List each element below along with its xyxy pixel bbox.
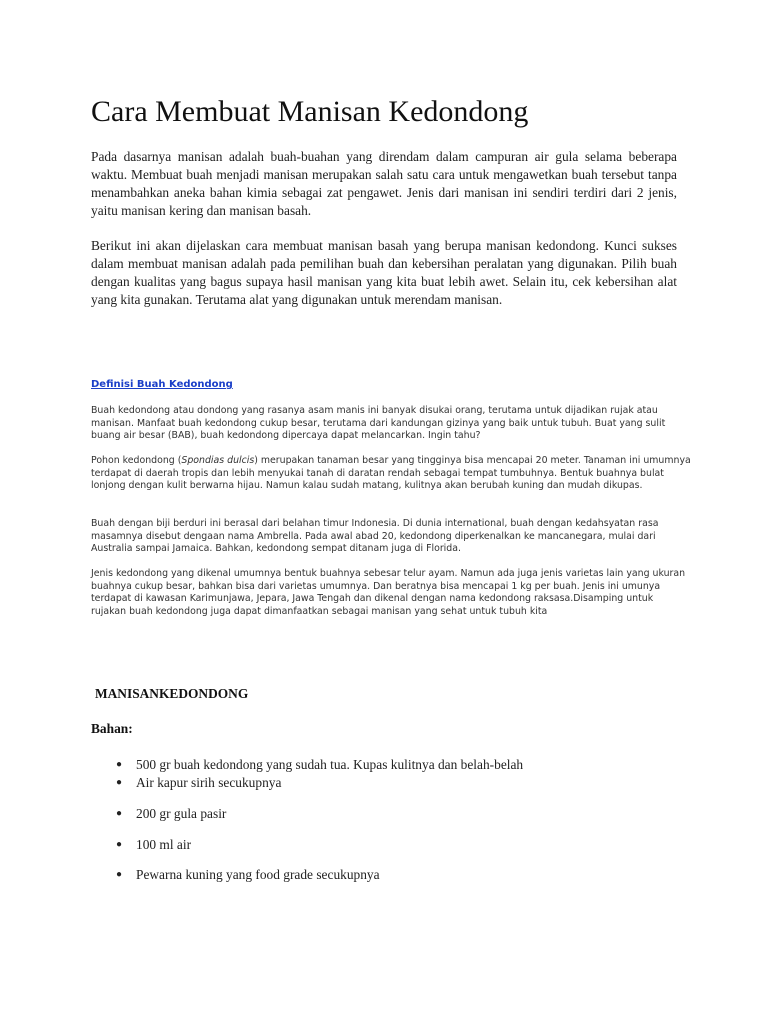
definition-link[interactable]: Definisi Buah Kedondong — [91, 379, 233, 390]
paragraph-text-before: Pohon kedondong ( — [91, 455, 182, 466]
section-heading: MANISANKEDONDONG — [95, 686, 249, 701]
list-item — [116, 805, 226, 823]
ingredient-text: Air kapur sirih secukupnya — [136, 775, 282, 790]
bullet-icon: ● — [116, 808, 123, 819]
intro-paragraph-2: Berikut ini akan dijelaskan cara membuat manisan basah yang berupa manisan kedondong. Kunci sukses dalam membuat manisan adalah pada pemilihan buah dan kebersihan peralatan yang digunakan. Pilih buah dengan kualitas yang bagus supaya hasil manisan yang kita buat lebih awet. Selain itu, cek kebersihan alat yang kita gunakan. Terutama alat yang digunakan untuk merendam manisan. — [91, 238, 677, 307]
definition-paragraph-3: Buah dengan biji berduri ini berasal dari belahan timur Indonesia. Di dunia international, buah dengan kedahsyatan rasa masamnya disebut dengaan nama Ambrella. Pada awal abad 20, kedondong diperkenalkan ke mancanegara, mulai dari Australia sampai Jamaica. Bahkan, kedondong sempat ditanam juga di Florida. — [91, 518, 659, 554]
scientific-name: Spondias dulcis — [181, 455, 255, 466]
list-item — [116, 756, 523, 774]
ingredients-heading: Bahan: — [91, 721, 133, 736]
list-item — [116, 836, 191, 854]
ingredient-text: Pewarna kuning yang food grade secukupnya — [136, 867, 380, 882]
bullet-icon: ● — [116, 869, 123, 880]
ingredient-text: 200 gr gula pasir — [136, 806, 227, 821]
ingredient-text: 100 ml air — [136, 837, 192, 852]
ingredient-text: 500 gr buah kedondong yang sudah tua. Kupas kulitnya dan belah-belah — [136, 757, 524, 772]
page-title: Cara Membuat Manisan Kedondong — [91, 95, 529, 128]
list-item — [116, 866, 380, 884]
bullet-icon: ● — [116, 759, 123, 770]
definition-paragraph-4: Jenis kedondong yang dikenal umumnya bentuk buahnya sebesar telur ayam. Namun ada juga jenis varietas lain yang ukuran buahnya cukup besar, bahkan bisa dari varietas umumnya. Dan beratnya bisa mencapai 1 kg per buah. Jenis ini umunya terdapat di kawasan Karimunjawa, Jepara, Jawa Tengah dan dikenal dengan nama kedondong raksasa.Disamping untuk rujakan buah kedondong juga dapat dimanfaatkan sebagai manisan yang sehat untuk tubuh kita — [91, 568, 686, 617]
list-item — [116, 774, 281, 792]
definition-paragraph-2 — [91, 455, 691, 493]
definition-paragraph-1: Buah kedondong atau dondong yang rasanya asam manis ini banyak disukai orang, terutama untuk dijadikan rujak atau manisan. Manfaat buah kedondong cukup besar, terutama dari kandungan gizinya yang baik untuk tubuh. Buat yang sulit buang air besar (BAB), buah kedondong dipercaya dapat melancarkan. Ingin tahu? — [91, 405, 666, 441]
paragraph-text-after: ) merupakan tanaman besar yang tingginya bisa mencapai 20 meter. Tanaman ini umumnya terdapat di daerah tropis dan lebih menyukai tanah di daratan rendah sebagai tempat tumbuhnya. Bentuk buahnya bulat lonjong dengan kulit berwarna hijau. Namun kalau sudah matang, kulitnya akan berubah kuning dan mudah dikupas. — [91, 455, 691, 491]
bullet-icon: ● — [116, 839, 123, 850]
intro-paragraph-1: Pada dasarnya manisan adalah buah-buahan yang direndam dalam campuran air gula selama beberapa waktu. Membuat buah menjadi manisan merupakan salah satu cara untuk mengawetkan buah tersebut tanpa menambahkan aneka bahan kimia sebagai zat pengawet. Jenis dari manisan ini sendiri terdiri dari 2 jenis, yaitu manisan kering dan manisan basah. — [91, 149, 677, 218]
bullet-icon: ● — [116, 777, 123, 788]
